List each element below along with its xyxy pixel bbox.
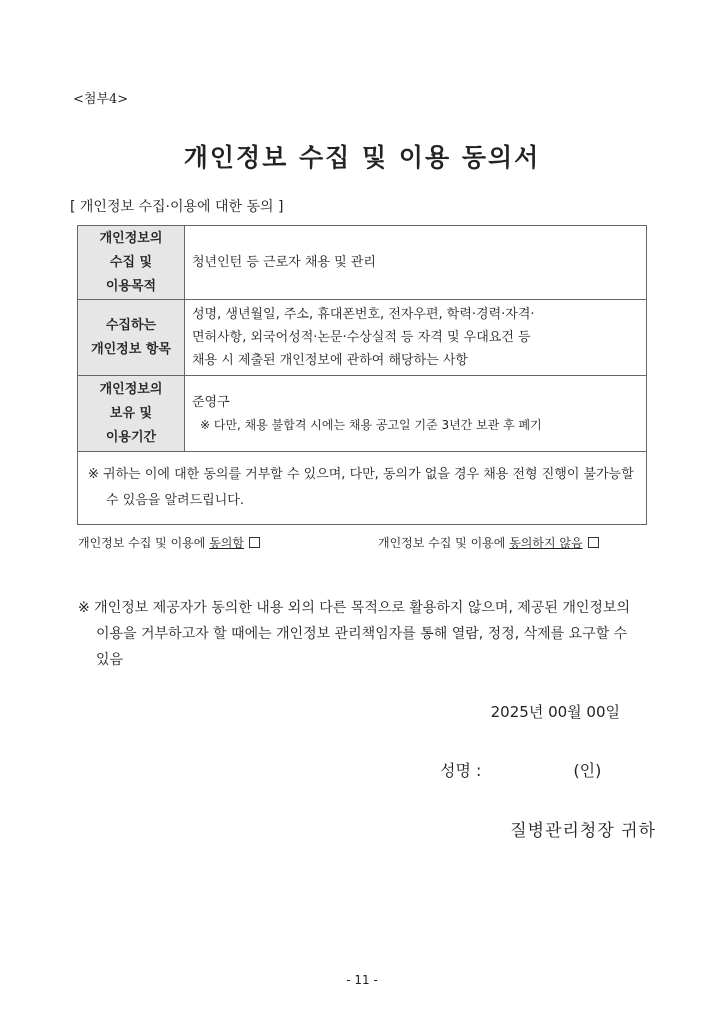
section-heading: [ 개인정보 수집·이용에 대한 동의 ] xyxy=(70,199,284,215)
disagree-checkbox[interactable] xyxy=(588,537,599,548)
agree-label: 동의함 xyxy=(209,536,244,550)
items-header: 수집하는 개인정보 항목 xyxy=(78,300,185,376)
signature-line xyxy=(440,758,601,781)
name-label: 성명 : xyxy=(440,761,482,780)
notice-cell xyxy=(78,452,647,525)
period-header: 개인정보의 보유 및 이용기간 xyxy=(78,376,185,452)
agree-checkbox[interactable] xyxy=(249,537,260,548)
items-content: 성명, 생년월일, 주소, 휴대폰번호, 전자우편, 학력·경력·자격· 면허사항, 외국어성적·논문·수상실적 등 자격 및 우대요건 등 채용 시 제출된 개인정보에 관하여 해당하는 사항 xyxy=(185,300,647,376)
period-note: ※ 다만, 채용 불합격 시에는 채용 공고일 기준 3년간 보관 후 폐기 xyxy=(200,417,542,432)
table-row-purpose xyxy=(78,226,647,300)
consent-table xyxy=(77,225,647,525)
period-content: 준영구 ※ 다만, 채용 불합격 시에는 채용 공고일 기준 3년간 보관 후 폐기 xyxy=(185,376,647,452)
table-row-items xyxy=(78,300,647,376)
table-row-period xyxy=(78,376,647,452)
usage-warning: ※ 개인정보 제공자가 동의한 내용 외의 다른 목적으로 활용하지 않으며, 제공된 개인정보의 이용을 거부하고자 할 때에는 개인정보 관리책임자를 통해 열람, 정정, 삭제를 요구할 수 있음 xyxy=(78,600,630,668)
recipient: 질병관리청장 귀하 xyxy=(510,821,656,841)
purpose-header: 개인정보의 수집 및 이용목적 xyxy=(78,226,185,300)
disagree-option[interactable] xyxy=(378,534,599,551)
seal-mark: (인) xyxy=(573,761,602,780)
attachment-label: <첨부4> xyxy=(73,92,129,107)
disagree-prefix: 개인정보 수집 및 이용에 xyxy=(378,536,506,550)
refusal-notice: ※ 귀하는 이에 대한 동의를 거부할 수 있으며, 다만, 동의가 없을 경우 채용 전형 진행이 불가능할 수 있음을 알려드립니다. xyxy=(88,467,634,508)
page-number: - 11 - xyxy=(346,973,378,987)
table-row-notice xyxy=(78,452,647,525)
document-title: 개인정보 수집 및 이용 동의서 xyxy=(183,143,541,172)
purpose-content: 청년인턴 등 근로자 채용 및 관리 xyxy=(185,226,647,300)
agree-prefix: 개인정보 수집 및 이용에 xyxy=(78,536,206,550)
date-line: 2025년 00월 00일 xyxy=(490,703,620,721)
disagree-label: 동의하지 않음 xyxy=(509,536,583,550)
agree-option[interactable] xyxy=(78,534,260,551)
